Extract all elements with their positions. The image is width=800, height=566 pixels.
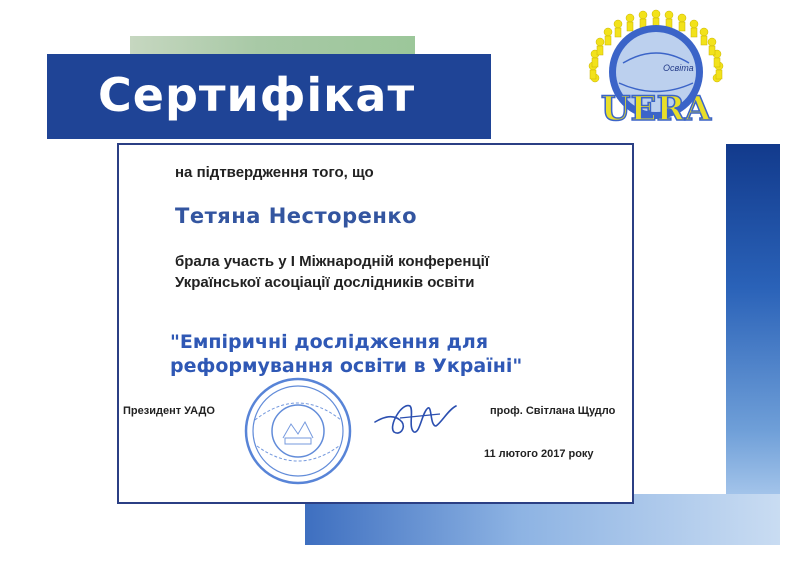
uera-logo-icon [583,8,729,126]
recipient-name: Тетяна Несторенко [175,204,418,228]
certificate-date: 11 лютого 2017 року [484,448,594,460]
conference-title-line-1: "Емпіричні дослідження для [170,331,489,353]
round-seal-stamp-icon [243,376,353,486]
conference-title-line-2: реформування освіти в Україні" [170,355,523,377]
certificate-title: Сертифікат [98,68,416,122]
signatory-name: проф. Світлана Щудло [490,405,616,417]
right-decorative-stripe [726,144,780,502]
logo-text: UERA [600,89,712,126]
participation-line-1: брала участь у І Міжнародній конференції [175,253,490,270]
logo-globe-word: Освіта [663,63,694,73]
participation-line-2: Української асоціації дослідників освіти [175,274,475,291]
intro-text: на підтвердження того, що [175,164,374,181]
handwritten-signature [370,392,460,442]
president-label: Президент УАДО [123,405,215,417]
